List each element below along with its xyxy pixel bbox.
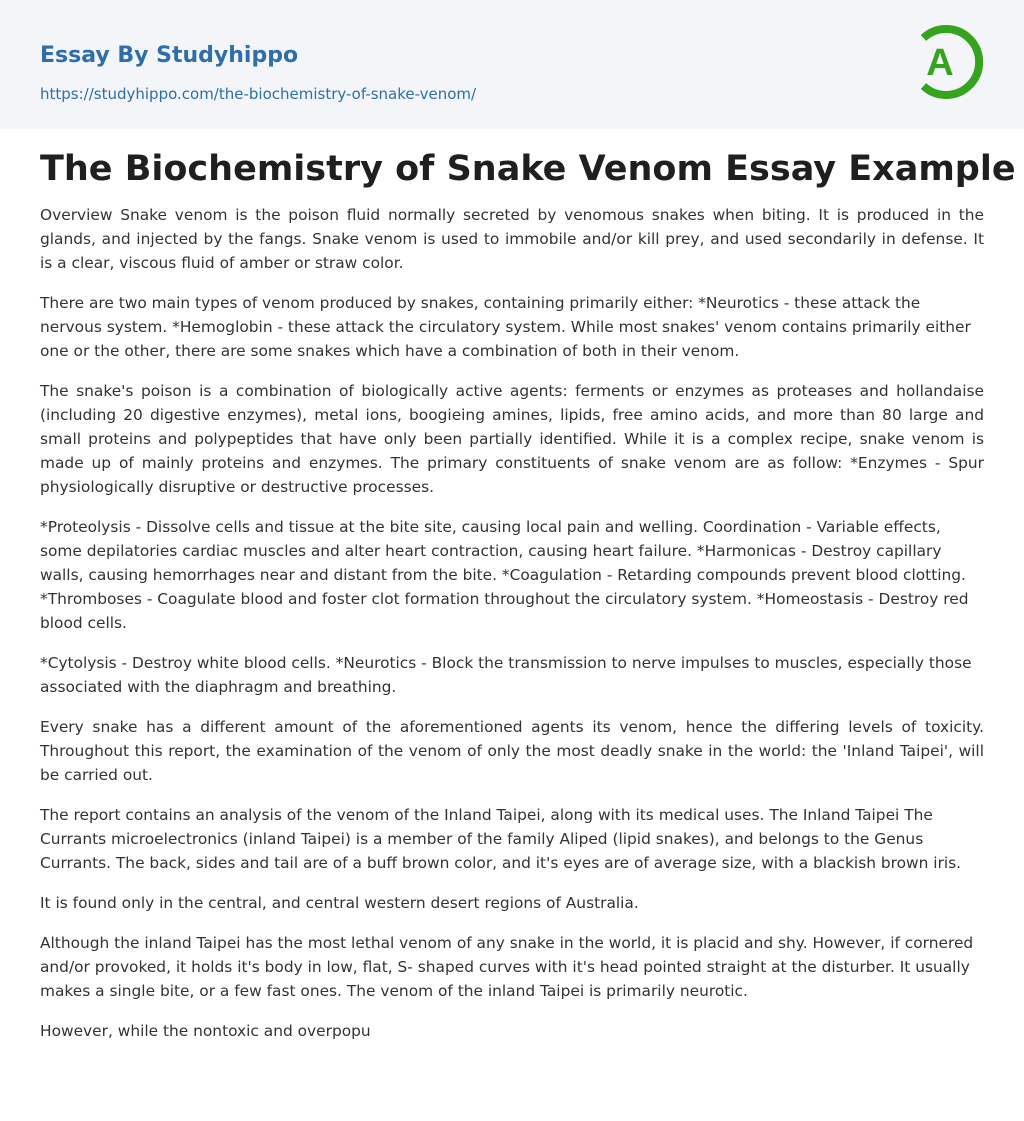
logo-letter: A xyxy=(926,42,954,84)
essay-paragraph: Every snake has a different amount of the aforementioned agents its venom, hence the differing levels of toxicity. Throughout this report, the examination of the venom of only the most deadly snake in the world: the 'Inland Taipei', will be carried out. xyxy=(40,718,984,784)
essay-paragraph: *Cytolysis - Destroy white blood cells. *Neurotics - Block the transmission to nerve impulses to muscles, especially those associated with the diaphragm and breathing. xyxy=(40,654,972,696)
essay-paragraph: However, while the nontoxic and overpopu xyxy=(40,1022,371,1040)
site-header xyxy=(0,0,1024,129)
essay-paragraph: Overview Snake venom is the poison fluid normally secreted by venomous snakes when biting. It is produced in the glands, and injected by the fangs. Snake venom is used to immobile and/or kill prey, and used secondarily in defense. It is a clear, viscous fluid of amber or straw color. xyxy=(40,206,984,272)
essay-content xyxy=(0,147,1024,1043)
essay-paragraph: The snake's poison is a combination of biologically active agents: ferments or enzymes as proteases and hollandaise (including 20 digestive enzymes), metal ions, boogieing amines, lipids, free amino acids, and more than 80 large and small proteins and polypeptides that have only been partially identified. While it is a complex recipe, snake venom is made up of mainly proteins and enzymes. The primary constituents of snake venom are as follow: *Enzymes - Spur physiologically disruptive or destructive processes. xyxy=(40,382,984,496)
essay-paragraph: There are two main types of venom produced by snakes, containing primarily either: *Neurotics - these attack the nervous system. *Hemoglobin - these attack the circulatory system. While most snakes' venom contains primarily either one or the other, there are some snakes which have a combination of both in their venom. xyxy=(40,294,971,360)
essay-url-link[interactable]: https://studyhippo.com/the-biochemistry-of-snake-venom/ xyxy=(40,85,477,103)
essay-title: The Biochemistry of Snake Venom Essay Example xyxy=(40,149,1016,189)
essay-paragraph: Although the inland Taipei has the most lethal venom of any snake in the world, it is placid and shy. However, if cornered and/or provoked, it holds it's body in low, flat, S- shaped curves with it's head pointed straight at the disturber. It usually makes a single bite, or a few fast ones. The venom of the inland Taipei is primarily neurotic. xyxy=(40,934,974,1000)
site-brand[interactable]: Essay By Studyhippo xyxy=(40,43,299,68)
essay-paragraph: The report contains an analysis of the venom of the Inland Taipei, along with its medical uses. The Inland Taipei The Currants microelectronics (inland Taipei) is a member of the family Aliped (lipid snakes), and belongs to the Genus Currants. The back, sides and tail are of a buff brown color, and it's eyes are of average size, with a blackish brown iris. xyxy=(40,806,962,872)
essay-paragraph: It is found only in the central, and central western desert regions of Australia. xyxy=(40,894,639,912)
essay-paragraph: *Proteolysis - Dissolve cells and tissue at the bite site, causing local pain and welling. Coordination - Variable effects, some depilatories cardiac muscles and alter heart contraction, causing heart failure. *Harmonicas - Destroy capillary walls, causing hemorrhages near and distant from the bite. *Coagulation - Retarding compounds prevent blood clotting. *Thromboses - Coagulate blood and foster clot formation throughout the circulatory system. *Homeostasis - Destroy red blood cells. xyxy=(40,518,969,632)
studyhippo-logo-icon[interactable] xyxy=(910,18,988,106)
